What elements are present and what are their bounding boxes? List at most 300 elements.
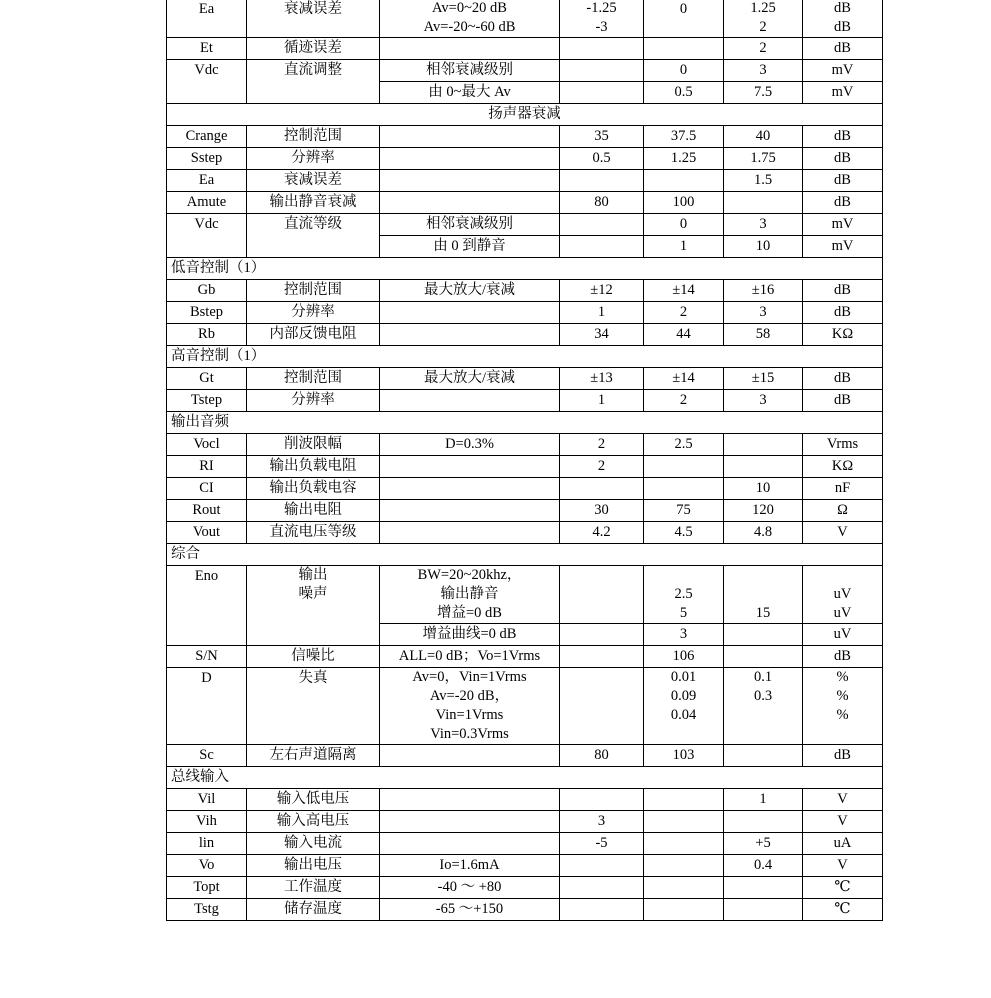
min-cell [560, 390, 644, 412]
parameter-cell: 输出静音衰减 [247, 192, 380, 214]
section-label: 低音控制（1） [167, 258, 883, 280]
unit-cell [803, 745, 883, 767]
min-line: 4.2 [592, 524, 611, 540]
typ-cell [644, 899, 724, 921]
symbol-cell: CI [167, 478, 247, 500]
table-row [167, 0, 883, 38]
symbol-cell: Eno [167, 566, 247, 646]
section-row [167, 258, 883, 280]
typ-line: 2.5 [674, 586, 693, 602]
condition-cell [380, 170, 560, 192]
symbol-cell: Vdc [167, 60, 247, 104]
table-row [167, 192, 883, 214]
table-row [167, 302, 883, 324]
table-row [167, 456, 883, 478]
unit-line: dB [834, 747, 851, 763]
min-cell [560, 324, 644, 346]
table-body [167, 0, 883, 921]
unit-line [805, 566, 880, 585]
typ-line: ±14 [672, 370, 695, 386]
min-cell [560, 280, 644, 302]
typ-cell [644, 126, 724, 148]
max-cell [724, 745, 803, 767]
typ-cell: 0.5 [644, 82, 724, 104]
max-line: ±16 [751, 282, 775, 298]
max-cell: 3 [724, 214, 803, 236]
parameter-cell: 直流电压等级 [247, 522, 380, 544]
typ-cell: 3 [644, 624, 724, 646]
unit-line: Vrms [826, 436, 859, 452]
typ-line: 5 [679, 605, 688, 621]
typ-cell [644, 833, 724, 855]
parameter-line: 噪声 [298, 586, 328, 602]
unit-line: dB [834, 19, 851, 35]
typ-line: 103 [672, 747, 695, 763]
min-line: 80 [594, 747, 609, 763]
parameter-cell: 控制范围 [247, 368, 380, 390]
parameter-cell: 输入低电压 [247, 789, 380, 811]
max-cell [724, 478, 803, 500]
symbol-cell: lin [167, 833, 247, 855]
min-cell [560, 877, 644, 899]
table-row [167, 126, 883, 148]
section-label: 高音控制（1） [167, 346, 883, 368]
min-line: -3 [595, 19, 608, 35]
min-cell [560, 789, 644, 811]
max-cell [724, 280, 803, 302]
typ-cell [644, 646, 724, 668]
min-line: ±12 [590, 282, 613, 298]
symbol-cell: Ea [167, 0, 247, 38]
unit-line: uV [833, 586, 852, 602]
condition-cell: 由 0~最大 Av [380, 82, 560, 104]
typ-cell [644, 855, 724, 877]
max-cell [724, 522, 803, 544]
unit-line: KΩ [831, 458, 854, 474]
unit-line: uV [833, 605, 852, 621]
condition-cell: 由 0 到静音 [380, 236, 560, 258]
parameter-cell: 分辨率 [247, 390, 380, 412]
unit-cell [803, 478, 883, 500]
min-cell [560, 148, 644, 170]
unit-cell [803, 324, 883, 346]
typ-cell [644, 148, 724, 170]
unit-line: % [836, 707, 849, 723]
typ-cell [644, 170, 724, 192]
cond-line: Av=0~20 dB [432, 0, 507, 16]
unit-cell [803, 811, 883, 833]
min-line: 0.5 [592, 150, 611, 166]
condition-cell [380, 38, 560, 60]
typ-cell [644, 0, 724, 38]
max-cell [724, 434, 803, 456]
unit-cell [803, 302, 883, 324]
cond-line: Av=0，Vin=1Vrms [412, 669, 527, 685]
max-line: 4.8 [753, 524, 773, 540]
unit-cell [803, 899, 883, 921]
condition-cell: 增益曲线=0 dB [380, 624, 560, 646]
typ-cell [644, 456, 724, 478]
min-cell [560, 668, 644, 745]
max-line: 1.75 [750, 150, 776, 166]
unit-cell [803, 522, 883, 544]
unit-cell [803, 0, 883, 38]
unit-cell [803, 170, 883, 192]
typ-line: 75 [676, 502, 691, 518]
min-line: 1 [597, 392, 606, 408]
table-row [167, 434, 883, 456]
section-row [167, 346, 883, 368]
max-line: ±15 [751, 370, 775, 386]
condition-cell [380, 833, 560, 855]
typ-cell [644, 811, 724, 833]
max-cell [724, 302, 803, 324]
unit-cell: mV [803, 214, 883, 236]
symbol-cell: Bstep [167, 302, 247, 324]
parameter-cell: 输出电压 [247, 855, 380, 877]
typ-line: 1.25 [670, 150, 697, 166]
parameter-cell: 衰减误差 [247, 0, 380, 38]
section-row [167, 412, 883, 434]
typ-line: 44 [676, 326, 691, 342]
min-cell [560, 478, 644, 500]
max-cell [724, 0, 803, 38]
unit-cell: uV [803, 624, 883, 646]
cond-line: 输出静音 [440, 586, 499, 602]
min-cell [560, 566, 644, 624]
symbol-cell: Vil [167, 789, 247, 811]
table-row [167, 324, 883, 346]
min-line: 30 [594, 502, 609, 518]
typ-cell [644, 280, 724, 302]
parameter-cell: 控制范围 [247, 280, 380, 302]
unit-cell [803, 434, 883, 456]
unit-cell [803, 456, 883, 478]
typ-line [646, 566, 721, 585]
max-line: 58 [755, 326, 771, 342]
typ-cell [644, 745, 724, 767]
min-line: 80 [594, 194, 609, 210]
typ-cell [644, 522, 724, 544]
max-cell [724, 170, 803, 192]
symbol-cell: Sstep [167, 148, 247, 170]
table-row [167, 668, 883, 745]
condition-cell [380, 855, 560, 877]
condition-cell [380, 0, 560, 38]
unit-line: % [836, 688, 849, 704]
max-line: 1.5 [753, 172, 773, 188]
min-line: 35 [594, 128, 609, 144]
unit-line: dB [834, 172, 851, 188]
max-line: +5 [755, 835, 771, 851]
typ-line: 2.5 [674, 436, 693, 452]
max-line: 120 [752, 502, 774, 518]
unit-cell [803, 833, 883, 855]
max-cell [724, 789, 803, 811]
unit-cell [803, 280, 883, 302]
typ-line: 0 [679, 1, 688, 17]
max-cell [724, 390, 803, 412]
max-cell: 7.5 [724, 82, 803, 104]
typ-line: 0.01 [670, 669, 697, 685]
condition-cell [380, 745, 560, 767]
cond-line: 最大放大/衰减 [423, 370, 516, 386]
max-line: 0.3 [753, 688, 773, 704]
min-cell [560, 745, 644, 767]
unit-cell [803, 646, 883, 668]
section-row [167, 104, 883, 126]
max-line: 0.4 [753, 857, 773, 873]
unit-line: dB [834, 40, 851, 56]
symbol-cell: Rout [167, 500, 247, 522]
table-row [167, 855, 883, 877]
parameter-cell [247, 566, 380, 646]
max-line [726, 585, 800, 604]
condition-cell [380, 302, 560, 324]
typ-cell [644, 368, 724, 390]
typ-cell [644, 668, 724, 745]
unit-line: dB [834, 370, 851, 386]
max-cell [724, 833, 803, 855]
max-cell [724, 899, 803, 921]
typ-cell [644, 192, 724, 214]
condition-cell [380, 522, 560, 544]
parameter-cell: 输出负载电阻 [247, 456, 380, 478]
typ-cell: 0 [644, 60, 724, 82]
symbol-cell: Gb [167, 280, 247, 302]
typ-line: 4.5 [674, 524, 693, 540]
condition-cell [380, 192, 560, 214]
max-cell [724, 566, 803, 624]
section-row [167, 767, 883, 789]
cond-line: -40 ～ +80 [437, 879, 502, 895]
symbol-cell: Vocl [167, 434, 247, 456]
parameter-cell: 输出负载电容 [247, 478, 380, 500]
unit-line: V [837, 524, 848, 540]
cond-line: 最大放大/衰减 [423, 282, 516, 298]
unit-line: dB [834, 128, 851, 144]
unit-line: ℃ [834, 901, 851, 917]
table-row [167, 478, 883, 500]
min-cell [560, 60, 644, 82]
table-row [167, 148, 883, 170]
unit-cell [803, 566, 883, 624]
unit-cell: mV [803, 82, 883, 104]
max-line: 15 [755, 605, 771, 621]
max-line: 10 [755, 480, 771, 496]
condition-cell [380, 368, 560, 390]
max-cell [724, 500, 803, 522]
min-line: -1.25 [586, 0, 617, 16]
condition-cell [380, 324, 560, 346]
max-line: 3 [759, 392, 767, 408]
section-row [167, 544, 883, 566]
parameter-cell: 失真 [247, 668, 380, 745]
symbol-cell: Vout [167, 522, 247, 544]
parameter-cell: 左右声道隔离 [247, 745, 380, 767]
condition-cell [380, 434, 560, 456]
condition-cell [380, 877, 560, 899]
symbol-cell: Vih [167, 811, 247, 833]
min-cell [560, 522, 644, 544]
unit-cell [803, 126, 883, 148]
table-row [167, 214, 883, 236]
condition-cell [380, 811, 560, 833]
symbol-cell: Rb [167, 324, 247, 346]
symbol-cell: S/N [167, 646, 247, 668]
unit-cell [803, 192, 883, 214]
table-row [167, 811, 883, 833]
parameter-cell: 信噪比 [247, 646, 380, 668]
symbol-cell: D [167, 668, 247, 745]
unit-line: dB [834, 150, 851, 166]
typ-line: 0.09 [670, 688, 697, 704]
typ-line: 37.5 [670, 128, 697, 144]
typ-cell [644, 789, 724, 811]
symbol-cell: Topt [167, 877, 247, 899]
section-label: 扬声器衰减 [167, 104, 883, 126]
symbol-cell: Tstep [167, 390, 247, 412]
max-line: 2 [759, 40, 767, 56]
min-cell [560, 500, 644, 522]
typ-cell: 1 [644, 236, 724, 258]
cond-line: ALL=0 dB；Vo=1Vrms [398, 648, 541, 664]
unit-line: nF [834, 480, 851, 496]
unit-line: dB [834, 194, 851, 210]
parameter-cell: 削波限幅 [247, 434, 380, 456]
typ-cell [644, 434, 724, 456]
table-row [167, 745, 883, 767]
max-cell: 3 [724, 60, 803, 82]
max-cell [724, 192, 803, 214]
symbol-cell: Crange [167, 126, 247, 148]
min-line: 3 [597, 813, 606, 829]
max-cell [724, 456, 803, 478]
unit-line: dB [834, 282, 851, 298]
min-cell [560, 126, 644, 148]
typ-line: 2 [679, 392, 688, 408]
max-cell [724, 624, 803, 646]
min-line: 2 [597, 458, 606, 474]
max-cell [724, 148, 803, 170]
table-row [167, 833, 883, 855]
condition-cell [380, 899, 560, 921]
max-cell [724, 855, 803, 877]
unit-line: ℃ [834, 879, 851, 895]
typ-line: 2 [679, 304, 688, 320]
max-line: 1.25 [750, 0, 776, 16]
min-cell [560, 82, 644, 104]
max-cell [724, 126, 803, 148]
condition-cell [380, 456, 560, 478]
condition-cell [380, 478, 560, 500]
min-line: 34 [594, 326, 609, 342]
typ-cell [644, 478, 724, 500]
parameter-line: 输出 [298, 567, 328, 583]
max-line [726, 566, 800, 585]
table-row [167, 280, 883, 302]
parameter-cell: 控制范围 [247, 126, 380, 148]
unit-cell [803, 148, 883, 170]
unit-line: % [836, 669, 849, 685]
symbol-cell: Tstg [167, 899, 247, 921]
table-row [167, 522, 883, 544]
min-cell [560, 899, 644, 921]
typ-line: 106 [672, 648, 695, 664]
parameter-cell: 直流调整 [247, 60, 380, 104]
min-cell [560, 456, 644, 478]
table-row [167, 500, 883, 522]
spec-table [166, 0, 883, 921]
table-row [167, 390, 883, 412]
cond-line: Av=-20~-60 dB [423, 19, 516, 35]
unit-cell [803, 390, 883, 412]
symbol-cell: Vo [167, 855, 247, 877]
parameter-cell: 直流等级 [247, 214, 380, 258]
parameter-cell: 工作温度 [247, 877, 380, 899]
typ-cell [644, 877, 724, 899]
typ-line: ±14 [672, 282, 695, 298]
min-cell [560, 0, 644, 38]
max-line: 0.1 [753, 669, 773, 685]
max-cell: 10 [724, 236, 803, 258]
table-row [167, 60, 883, 82]
unit-cell [803, 368, 883, 390]
table-row [167, 170, 883, 192]
condition-cell [380, 668, 560, 745]
unit-cell [803, 668, 883, 745]
cond-line: 增益=0 dB [437, 605, 502, 621]
cond-line: Vin=0.3Vrms [430, 726, 509, 742]
unit-line: V [837, 857, 848, 873]
condition-cell [380, 789, 560, 811]
min-cell [560, 646, 644, 668]
condition-cell: 相邻衰减级别 [380, 60, 560, 82]
cond-line: BW=20~20khz， [417, 567, 522, 583]
min-line: -5 [595, 835, 608, 851]
symbol-cell: Gt [167, 368, 247, 390]
cond-line: Vin=1Vrms [435, 707, 504, 723]
parameter-cell: 分辨率 [247, 302, 380, 324]
unit-line: uA [833, 835, 852, 851]
unit-line: V [837, 791, 848, 807]
table-row [167, 368, 883, 390]
max-line: 3 [759, 304, 767, 320]
symbol-cell: Ea [167, 170, 247, 192]
symbol-cell: Vdc [167, 214, 247, 258]
max-cell [724, 668, 803, 745]
parameter-cell: 储存温度 [247, 899, 380, 921]
unit-line: Ω [837, 502, 848, 518]
condition-cell [380, 390, 560, 412]
table-row [167, 789, 883, 811]
unit-cell [803, 38, 883, 60]
parameter-cell: 输入电流 [247, 833, 380, 855]
symbol-cell: Sc [167, 745, 247, 767]
min-line: 1 [597, 304, 606, 320]
min-line: ±13 [590, 370, 613, 386]
max-line: 40 [755, 128, 771, 144]
max-cell [724, 811, 803, 833]
min-cell [560, 302, 644, 324]
typ-cell [644, 302, 724, 324]
min-cell [560, 368, 644, 390]
parameter-cell: 循迹误差 [247, 38, 380, 60]
unit-cell: mV [803, 60, 883, 82]
min-cell [560, 192, 644, 214]
max-line: 2 [759, 19, 767, 35]
symbol-cell: RI [167, 456, 247, 478]
